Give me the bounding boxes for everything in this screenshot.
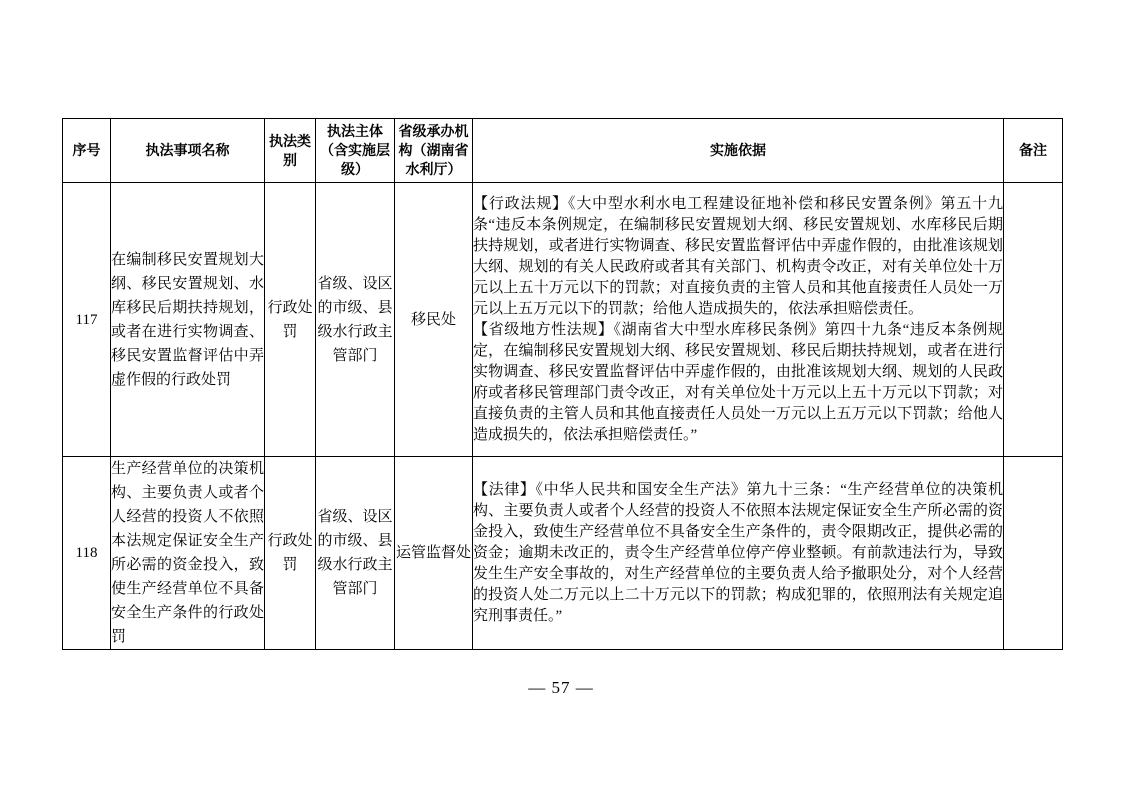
col-basis (473, 183, 1004, 457)
col-no: 118 (63, 457, 111, 650)
col-remark (1004, 183, 1063, 457)
basis-paragraph: 【法律】《中华人民共和国安全生产法》第九十三条：“生产经营单位的决策机构、主要负责人或者个人经营的投资人不依照本法规定保证安全生产所必需的资金投入，致使生产经营单位不具备安全生产条件的，责令限期改正，提供必需的资金；逾期未改正的，责令生产经营单位停产停业整顿。有前款违法行为，导致发生生产安全事故的，对生产经营单位的主要负责人给予撤职处分，对个人经营的投资人处二万元以上二十万元以下的罚款；构成犯罪的，依照刑法有关规定追究刑事责任。” (473, 481, 1003, 624)
table-row (63, 457, 1063, 650)
table-header-row (63, 119, 1063, 183)
col-header-category: 执法类别 (265, 119, 316, 183)
col-header-basis: 实施依据 (473, 119, 1004, 183)
col-subject: 省级、设区的市级、县级水行政主管部门 (316, 183, 395, 457)
col-header-subject: 执法主体（含实施层级） (316, 119, 395, 183)
col-category: 行政处罚 (265, 457, 316, 650)
col-no: 117 (63, 183, 111, 457)
col-agency: 移民处 (395, 183, 473, 457)
page-number: — 57 — (528, 678, 594, 697)
col-header-no: 序号 (63, 119, 111, 183)
col-subject: 省级、设区的市级、县级水行政主管部门 (316, 457, 395, 650)
col-name: 在编制移民安置规划大纲、移民安置规划、水库移民后期扶持规划，或者在进行实物调查、移民安置监督评估中弄虚作假的行政处罚 (111, 183, 265, 457)
col-agency: 运管监督处 (395, 457, 473, 650)
col-header-remark: 备注 (1004, 119, 1063, 183)
col-name: 生产经营单位的决策机构、主要负责人或者个人经营的投资人不依照本法规定保证安全生产所必需的资金投入，致使生产经营单位不具备安全生产条件的行政处罚 (111, 457, 265, 650)
table-row (63, 183, 1063, 457)
col-category: 行政处罚 (265, 183, 316, 457)
basis-paragraph: 【行政法规】《大中型水利水电工程建设征地补偿和移民安置条例》第五十九条“违反本条例规定，在编制移民安置规划大纲、移民安置规划、水库移民后期扶持规划，或者进行实物调查、移民安置监督评估中弄虚作假的，由批准该规划大纲、规划的有关人民政府或者其有关部门、机构责令改正，对有关单位处十万元以上五十万元以下的罚款；对直接负责的主管人员和其他直接责任人员处一万元以上五万元以下的罚款；给他人造成损失的，依法承担赔偿责任。 (473, 195, 1003, 317)
enforcement-table (62, 118, 1063, 650)
basis-paragraph: 【省级地方性法规】《湖南省大中型水库移民条例》第四十九条“违反本条例规定，在编制移民安置规划大纲、移民安置规划、移民后期扶持规划，或者在进行实物调查、移民安置监督评估中弄虚作假的，由批准该规划大纲、规划的人民政府或者移民管理部门责令改正，对有关单位处十万元以上五十万元以下罚款；对直接负责的主管人员和其他直接责任人员处一万元以上五万元以下罚款；给他人造成损失的，依法承担赔偿责任。” (473, 321, 1003, 443)
col-header-agency: 省级承办机构（湖南省水利厅） (395, 119, 473, 183)
col-basis (473, 457, 1004, 650)
col-remark (1004, 457, 1063, 650)
col-header-name: 执法事项名称 (111, 119, 265, 183)
enforcement-table-wrap (62, 118, 1062, 650)
